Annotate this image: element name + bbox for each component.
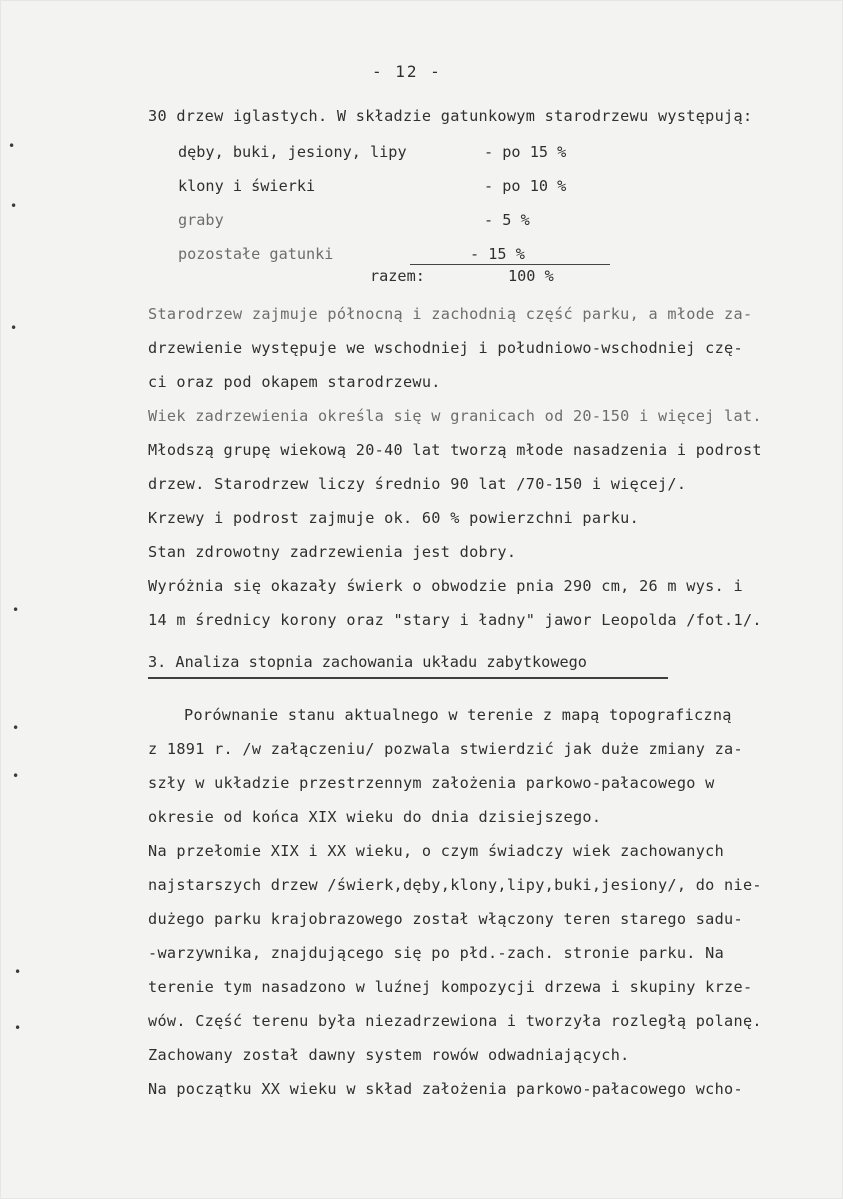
text-line: Wiek zadrzewienia określa się w granicach od 20-150 i więcej lat. <box>148 407 762 425</box>
total-label: razem: <box>370 267 425 285</box>
text-line: dużego parku krajobrazowego został włączony teren starego sadu- <box>148 910 743 928</box>
text-line: drzew. Starodrzew liczy średnio 90 lat /70-150 i więcej/. <box>148 475 687 493</box>
text-line: Porównanie stanu aktualnego w terenie z mapą topograficzną <box>184 706 732 724</box>
text-line: Wyróżnia się okazały świerk o obwodzie pnia 290 cm, 26 m wys. i <box>148 577 743 595</box>
page-number: - 12 - <box>372 62 442 81</box>
text-line: szły w układzie przestrzennym założenia parkowo-pałacowego w <box>148 774 715 792</box>
text-line: -warzywnika, znajdującego się po płd.-zach. stronie parku. Na <box>148 944 725 962</box>
margin-mark: • <box>10 199 18 213</box>
text-line: Na przełomie XIX i XX wieku, o czym świadczy wiek zachowanych <box>148 842 725 860</box>
intro-line: 30 drzew iglastych. W składzie gatunkowym starodrzewu występują: <box>148 107 753 125</box>
text-line: 14 m średnicy korony oraz "stary i ładny" jawor Leopolda /fot.1/. <box>148 611 762 629</box>
margin-mark: • <box>12 721 20 735</box>
margin-mark: • <box>14 965 22 979</box>
text-line: Na początku XX wieku w skład założenia parkowo-pałacowego wcho- <box>148 1080 743 1098</box>
margin-mark: • <box>8 139 16 153</box>
species-name: graby <box>178 211 224 229</box>
species-share: - po 10 % <box>484 177 567 195</box>
total-rule <box>410 264 610 265</box>
margin-mark: • <box>14 1021 22 1035</box>
species-name: dęby, buki, jesiony, lipy <box>178 143 407 161</box>
total-value: 100 % <box>508 267 554 285</box>
text-line: najstarszych drzew /świerk,dęby,klony,lipy,buki,jesiony/, do nie- <box>148 876 762 894</box>
text-line: wów. Część terenu była niezadrzewiona i tworzyła rozległą polanę. <box>148 1012 762 1030</box>
text-line: ci oraz pod okapem starodrzewu. <box>148 373 441 391</box>
species-share: - 5 % <box>484 211 530 229</box>
text-line: z 1891 r. /w załączeniu/ pozwala stwierdzić jak duże zmiany za- <box>148 740 743 758</box>
text-line: okresie od końca XIX wieku do dnia dzisiejszego. <box>148 808 602 826</box>
species-share: - po 15 % <box>484 143 567 161</box>
text-line: Stan zdrowotny zadrzewienia jest dobry. <box>148 543 517 561</box>
margin-mark: • <box>10 321 18 335</box>
text-line: terenie tym nasadzono w luźnej kompozycji drzewa i skupiny krze- <box>148 978 753 996</box>
species-name: klony i świerki <box>178 177 316 195</box>
species-name: pozostałe gatunki <box>178 245 334 263</box>
text-line: Młodszą grupę wiekową 20-40 lat tworzą młode nasadzenia i podrost <box>148 441 762 459</box>
text-line: Krzewy i podrost zajmuje ok. 60 % powierzchni parku. <box>148 509 640 527</box>
section-heading: 3. Analiza stopnia zachowania układu zabytkowego <box>148 653 587 671</box>
text-line: Zachowany został dawny system rowów odwadniających. <box>148 1046 630 1064</box>
text-line: drzewienie występuje we wschodniej i południowo-wschodniej czę- <box>148 339 743 357</box>
margin-mark: • <box>12 769 20 783</box>
heading-underline <box>148 677 668 679</box>
margin-mark: • <box>12 603 20 617</box>
species-share: - 15 % <box>470 245 525 263</box>
text-line: Starodrzew zajmuje północną i zachodnią część parku, a młode za- <box>148 305 753 323</box>
